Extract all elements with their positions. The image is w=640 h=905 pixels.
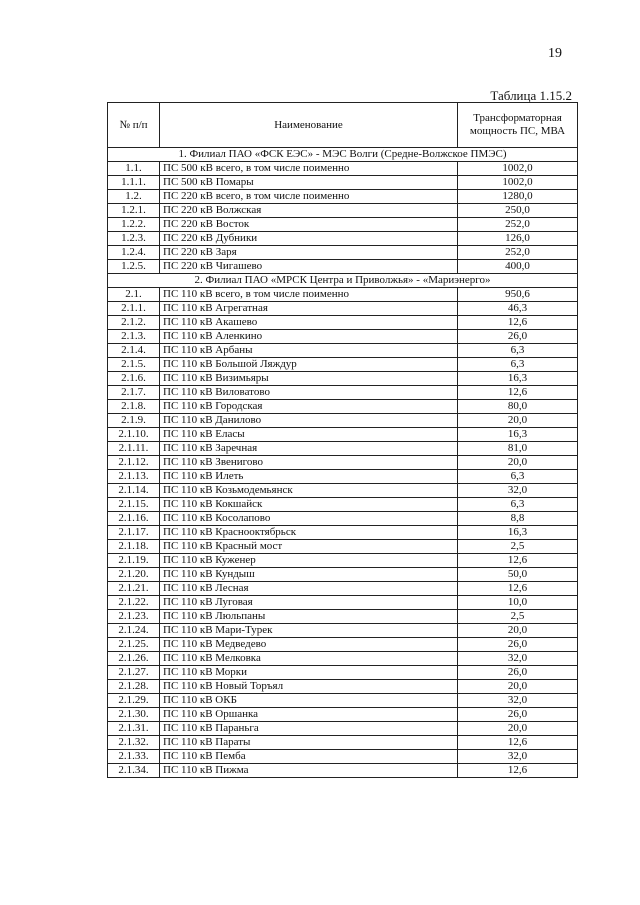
table-row [108, 554, 578, 568]
row-power: 50,0 [458, 568, 578, 582]
row-power: 6,3 [458, 344, 578, 358]
row-name: ПС 220 кВ всего, в том числе поименно [160, 190, 458, 204]
table-row [108, 512, 578, 526]
table-row [108, 162, 578, 176]
table-row [108, 680, 578, 694]
table-row [108, 470, 578, 484]
row-name: ПС 110 кВ Козьмодемьянск [160, 484, 458, 498]
row-name: ПС 220 кВ Дубники [160, 232, 458, 246]
row-power: 26,0 [458, 666, 578, 680]
row-power: 32,0 [458, 652, 578, 666]
table-row [108, 246, 578, 260]
row-number: 2.1.32. [108, 736, 160, 750]
row-number: 2.1.31. [108, 722, 160, 736]
row-number: 2.1.7. [108, 386, 160, 400]
section-title: 2. Филиал ПАО «МРСК Центра и Приволжья» - «Мариэнерго» [108, 274, 578, 288]
table-row [108, 372, 578, 386]
table-row [108, 400, 578, 414]
table-row [108, 288, 578, 302]
table-row [108, 638, 578, 652]
table-row [108, 218, 578, 232]
row-name: ПС 110 кВ Пижма [160, 764, 458, 778]
row-name: ПС 110 кВ Морки [160, 666, 458, 680]
substation-table [107, 102, 578, 778]
row-number: 1.1. [108, 162, 160, 176]
row-power: 10,0 [458, 596, 578, 610]
row-name: ПС 110 кВ Мари-Турек [160, 624, 458, 638]
row-name: ПС 110 кВ Еласы [160, 428, 458, 442]
row-number: 2.1.4. [108, 344, 160, 358]
row-number: 2.1.30. [108, 708, 160, 722]
row-power: 126,0 [458, 232, 578, 246]
table-row [108, 232, 578, 246]
row-name: ПС 220 кВ Заря [160, 246, 458, 260]
row-number: 2.1.14. [108, 484, 160, 498]
table-row [108, 694, 578, 708]
row-number: 2.1.13. [108, 470, 160, 484]
row-name: ПС 110 кВ ОКБ [160, 694, 458, 708]
table-row [108, 624, 578, 638]
row-number: 2.1.33. [108, 750, 160, 764]
row-power: 80,0 [458, 400, 578, 414]
table-row [108, 708, 578, 722]
row-name: ПС 110 кВ Пемба [160, 750, 458, 764]
row-number: 2.1.1. [108, 302, 160, 316]
row-power: 32,0 [458, 750, 578, 764]
row-power: 26,0 [458, 638, 578, 652]
table-row [108, 330, 578, 344]
row-power: 46,3 [458, 302, 578, 316]
row-name: ПС 110 кВ Кокшайск [160, 498, 458, 512]
table-row [108, 764, 578, 778]
row-name: ПС 220 кВ Восток [160, 218, 458, 232]
row-name: ПС 110 кВ Заречная [160, 442, 458, 456]
row-power: 1002,0 [458, 176, 578, 190]
row-power: 12,6 [458, 736, 578, 750]
row-number: 2.1.15. [108, 498, 160, 512]
row-name: ПС 110 кВ Куженер [160, 554, 458, 568]
row-power: 1002,0 [458, 162, 578, 176]
row-power: 6,3 [458, 358, 578, 372]
table-row [108, 610, 578, 624]
section-header-row [108, 274, 578, 288]
row-name: ПС 110 кВ Кундыш [160, 568, 458, 582]
row-number: 1.2. [108, 190, 160, 204]
table-row [108, 582, 578, 596]
row-power: 20,0 [458, 680, 578, 694]
row-name: ПС 220 кВ Волжская [160, 204, 458, 218]
row-name: ПС 110 кВ Акашево [160, 316, 458, 330]
row-number: 1.2.4. [108, 246, 160, 260]
row-number: 2.1.21. [108, 582, 160, 596]
row-number: 2.1.20. [108, 568, 160, 582]
table-row [108, 722, 578, 736]
row-name: ПС 110 кВ Агрегатная [160, 302, 458, 316]
row-power: 12,6 [458, 316, 578, 330]
row-number: 2.1.3. [108, 330, 160, 344]
row-power: 950,6 [458, 288, 578, 302]
page-number: 19 [548, 46, 562, 61]
header-name: Наименование [160, 103, 458, 148]
row-number: 2.1.10. [108, 428, 160, 442]
row-name: ПС 110 кВ Медведево [160, 638, 458, 652]
header-power: Трансформаторная мощность ПС, МВА [458, 103, 578, 148]
row-power: 20,0 [458, 624, 578, 638]
row-name: ПС 110 кВ Новый Торъял [160, 680, 458, 694]
row-number: 2.1.19. [108, 554, 160, 568]
row-number: 2.1.8. [108, 400, 160, 414]
row-power: 252,0 [458, 246, 578, 260]
row-number: 1.2.1. [108, 204, 160, 218]
row-power: 20,0 [458, 414, 578, 428]
row-power: 12,6 [458, 582, 578, 596]
row-number: 2.1.28. [108, 680, 160, 694]
row-name: ПС 110 кВ Визимьяры [160, 372, 458, 386]
table-caption: Таблица 1.15.2 [490, 88, 572, 103]
row-number: 1.2.5. [108, 260, 160, 274]
table-row [108, 442, 578, 456]
row-name: ПС 110 кВ Лесная [160, 582, 458, 596]
row-name: ПС 110 кВ Мелковка [160, 652, 458, 666]
row-name: ПС 110 кВ Виловатово [160, 386, 458, 400]
row-name: ПС 110 кВ Краснооктябрьск [160, 526, 458, 540]
row-power: 12,6 [458, 554, 578, 568]
table-row [108, 190, 578, 204]
table-row [108, 428, 578, 442]
row-number: 2.1.29. [108, 694, 160, 708]
row-name: ПС 110 кВ Оршанка [160, 708, 458, 722]
row-number: 2.1.2. [108, 316, 160, 330]
row-number: 1.2.3. [108, 232, 160, 246]
table-row [108, 484, 578, 498]
row-power: 16,3 [458, 372, 578, 386]
row-number: 2.1.6. [108, 372, 160, 386]
table-row [108, 456, 578, 470]
row-name: ПС 110 кВ Косолапово [160, 512, 458, 526]
table-row [108, 176, 578, 190]
table-row [108, 386, 578, 400]
row-name: ПС 110 кВ Большой Ляждур [160, 358, 458, 372]
row-power: 2,5 [458, 540, 578, 554]
row-power: 16,3 [458, 428, 578, 442]
row-number: 2.1. [108, 288, 160, 302]
row-number: 2.1.24. [108, 624, 160, 638]
row-name: ПС 110 кВ Параньга [160, 722, 458, 736]
row-power: 26,0 [458, 330, 578, 344]
header-number: № п/п [108, 103, 160, 148]
row-power: 400,0 [458, 260, 578, 274]
row-number: 2.1.25. [108, 638, 160, 652]
row-name: ПС 110 кВ Звенигово [160, 456, 458, 470]
row-number: 2.1.27. [108, 666, 160, 680]
table-row [108, 414, 578, 428]
table-row [108, 540, 578, 554]
table-header-row [108, 103, 578, 148]
table-row [108, 358, 578, 372]
table-row [108, 666, 578, 680]
row-number: 2.1.23. [108, 610, 160, 624]
row-power: 32,0 [458, 694, 578, 708]
row-name: ПС 500 кВ всего, в том числе поименно [160, 162, 458, 176]
section-title: 1. Филиал ПАО «ФСК ЕЭС» - МЭС Волги (Средне-Волжское ПМЭС) [108, 148, 578, 162]
row-power: 81,0 [458, 442, 578, 456]
row-power: 250,0 [458, 204, 578, 218]
row-name: ПС 110 кВ Параты [160, 736, 458, 750]
table-row [108, 736, 578, 750]
row-name: ПС 110 кВ Данилово [160, 414, 458, 428]
row-number: 2.1.17. [108, 526, 160, 540]
table-row [108, 750, 578, 764]
row-number: 2.1.26. [108, 652, 160, 666]
row-number: 2.1.34. [108, 764, 160, 778]
row-power: 252,0 [458, 218, 578, 232]
table-row [108, 344, 578, 358]
row-power: 20,0 [458, 722, 578, 736]
table-row [108, 302, 578, 316]
section-header-row [108, 148, 578, 162]
row-power: 12,6 [458, 386, 578, 400]
row-number: 1.2.2. [108, 218, 160, 232]
row-power: 6,3 [458, 498, 578, 512]
table-row [108, 526, 578, 540]
row-name: ПС 110 кВ Луговая [160, 596, 458, 610]
row-number: 2.1.11. [108, 442, 160, 456]
row-number: 2.1.9. [108, 414, 160, 428]
row-power: 2,5 [458, 610, 578, 624]
table-row [108, 596, 578, 610]
row-name: ПС 500 кВ Помары [160, 176, 458, 190]
table-row [108, 568, 578, 582]
row-power: 20,0 [458, 456, 578, 470]
row-number: 1.1.1. [108, 176, 160, 190]
table-row [108, 652, 578, 666]
table-row [108, 204, 578, 218]
row-number: 2.1.18. [108, 540, 160, 554]
row-name: ПС 110 кВ Красный мост [160, 540, 458, 554]
row-power: 1280,0 [458, 190, 578, 204]
row-name: ПС 220 кВ Чигашево [160, 260, 458, 274]
table-body [108, 148, 578, 778]
row-number: 2.1.5. [108, 358, 160, 372]
row-name: ПС 110 кВ Люльпаны [160, 610, 458, 624]
row-number: 2.1.12. [108, 456, 160, 470]
row-power: 32,0 [458, 484, 578, 498]
row-power: 6,3 [458, 470, 578, 484]
row-power: 16,3 [458, 526, 578, 540]
row-power: 8,8 [458, 512, 578, 526]
row-power: 26,0 [458, 708, 578, 722]
row-name: ПС 110 кВ Илеть [160, 470, 458, 484]
row-number: 2.1.22. [108, 596, 160, 610]
table-row [108, 260, 578, 274]
row-name: ПС 110 кВ Арбаны [160, 344, 458, 358]
row-name: ПС 110 кВ всего, в том числе поименно [160, 288, 458, 302]
row-name: ПС 110 кВ Городская [160, 400, 458, 414]
row-power: 12,6 [458, 764, 578, 778]
row-name: ПС 110 кВ Аленкино [160, 330, 458, 344]
row-number: 2.1.16. [108, 512, 160, 526]
table-row [108, 316, 578, 330]
table-row [108, 498, 578, 512]
